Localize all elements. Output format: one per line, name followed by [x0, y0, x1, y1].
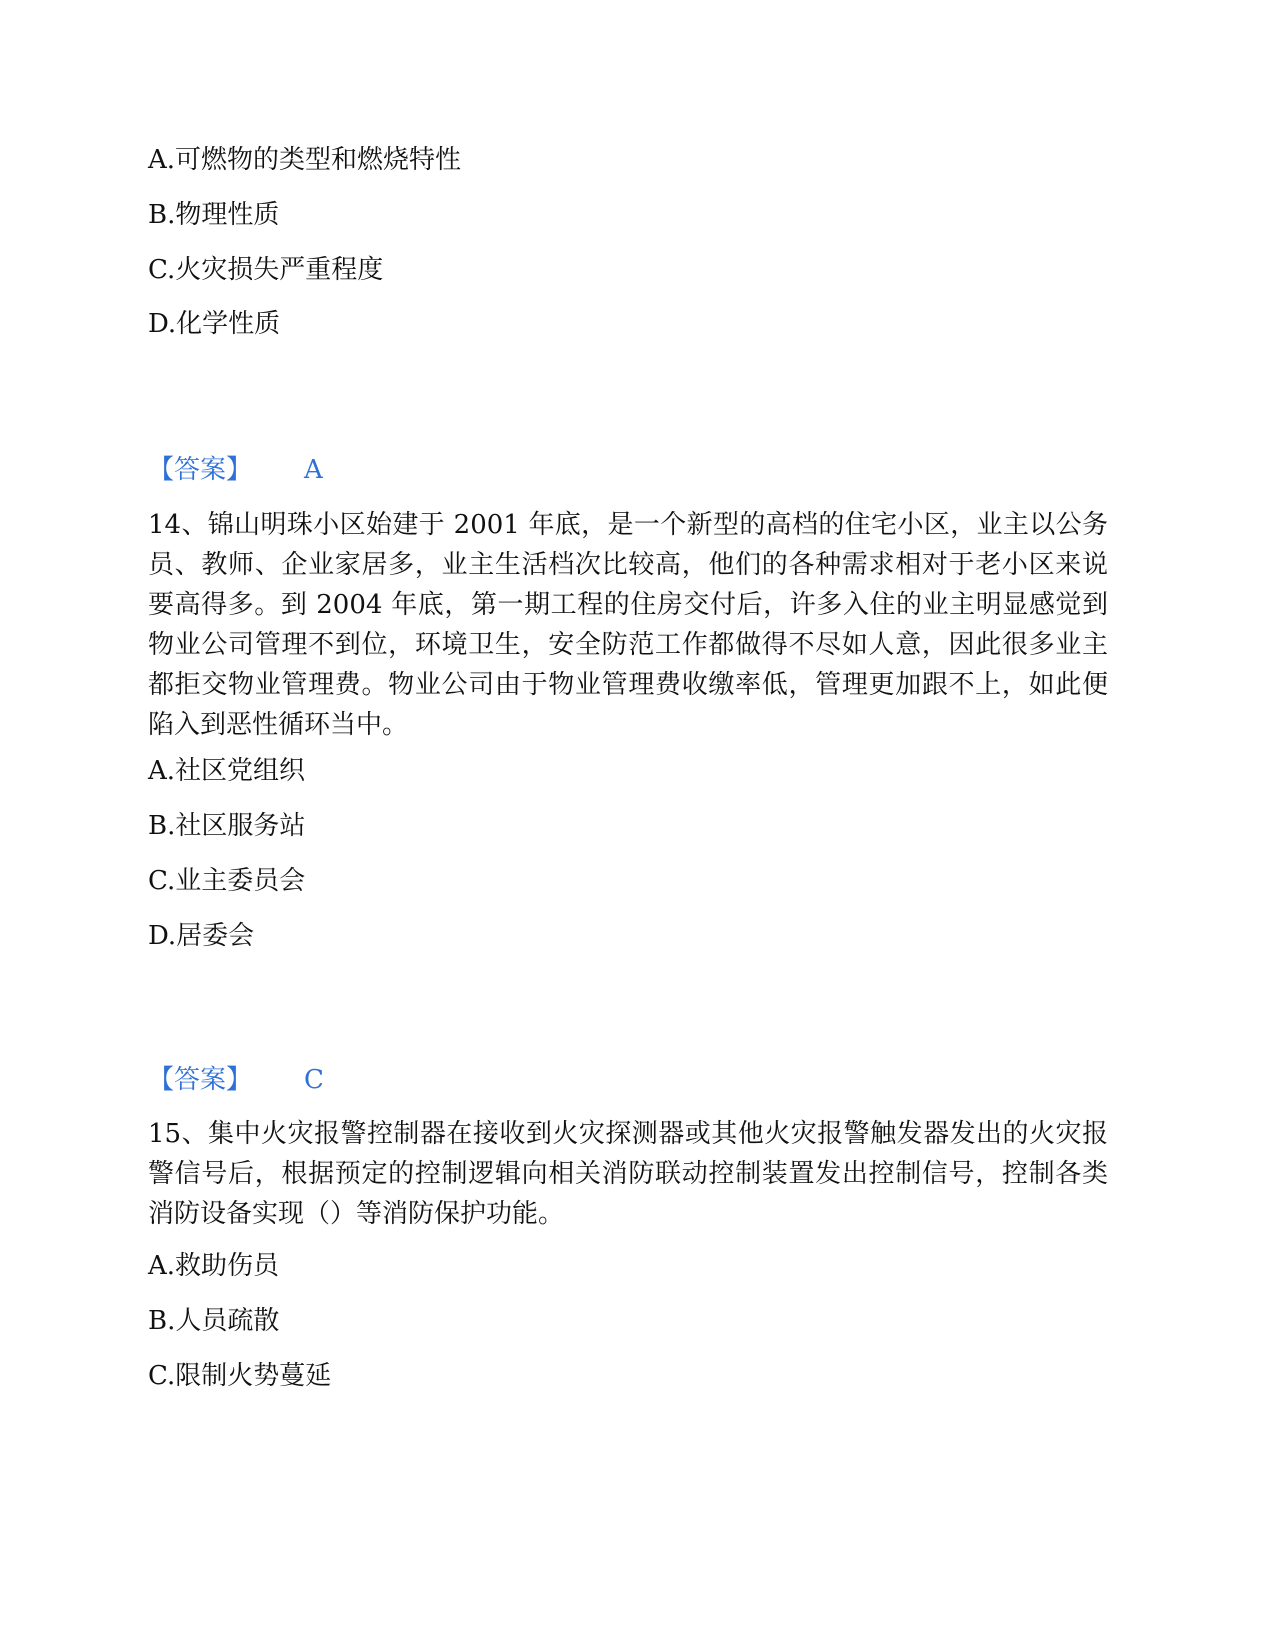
answer-value: C	[304, 1065, 324, 1095]
q14-option-d: D.居委会	[148, 921, 255, 951]
q15-option-c: C.限制火势蔓延	[148, 1361, 332, 1391]
q13-option-d: D.化学性质	[148, 309, 281, 339]
q14-stem: 14、锦山明珠小区始建于 2001 年底，是一个新型的高档的住宅小区，业主以公务员、教师、企业家居多，业主生活档次比较高，他们的各种需求相对于老小区来说要高得多。到 2004 年底，第一期工程的住房交付后，许多入住的业主明显感觉到物业公司管理不到位，环境卫生，安全防范工作都做得不尽如人意，因此很多业主都拒交物业管理费。物业公司由于物业管理费收缴率低，管理更加跟不上，如此便陷入到恶性循环当中。	[148, 510, 1108, 740]
q15-stem: 15、集中火灾报警控制器在接收到火灾探测器或其他火灾报警触发器发出的火灾报警信号后，根据预定的控制逻辑向相关消防联动控制装置发出控制信号，控制各类消防设备实现（）等消防保护功能。	[148, 1119, 1108, 1229]
q15-option-b: B.人员疏散	[148, 1306, 280, 1336]
answer-label: 【答案】	[148, 1065, 253, 1095]
q14-option-b: B.社区服务站	[148, 811, 306, 841]
q13-option-a: A.可燃物的类型和燃烧特性	[148, 145, 462, 175]
q13-option-b: B.物理性质	[148, 200, 280, 230]
q14-option-c: C.业主委员会	[148, 866, 306, 896]
q14-option-a: A.社区党组织	[148, 756, 306, 786]
q13-answer	[148, 450, 323, 490]
answer-value: A	[304, 455, 323, 485]
answer-label: 【答案】	[148, 455, 253, 485]
q13-option-c: C.火灾损失严重程度	[148, 255, 384, 285]
q14-answer	[148, 1060, 324, 1100]
q15-option-a: A.救助伤员	[148, 1251, 280, 1281]
